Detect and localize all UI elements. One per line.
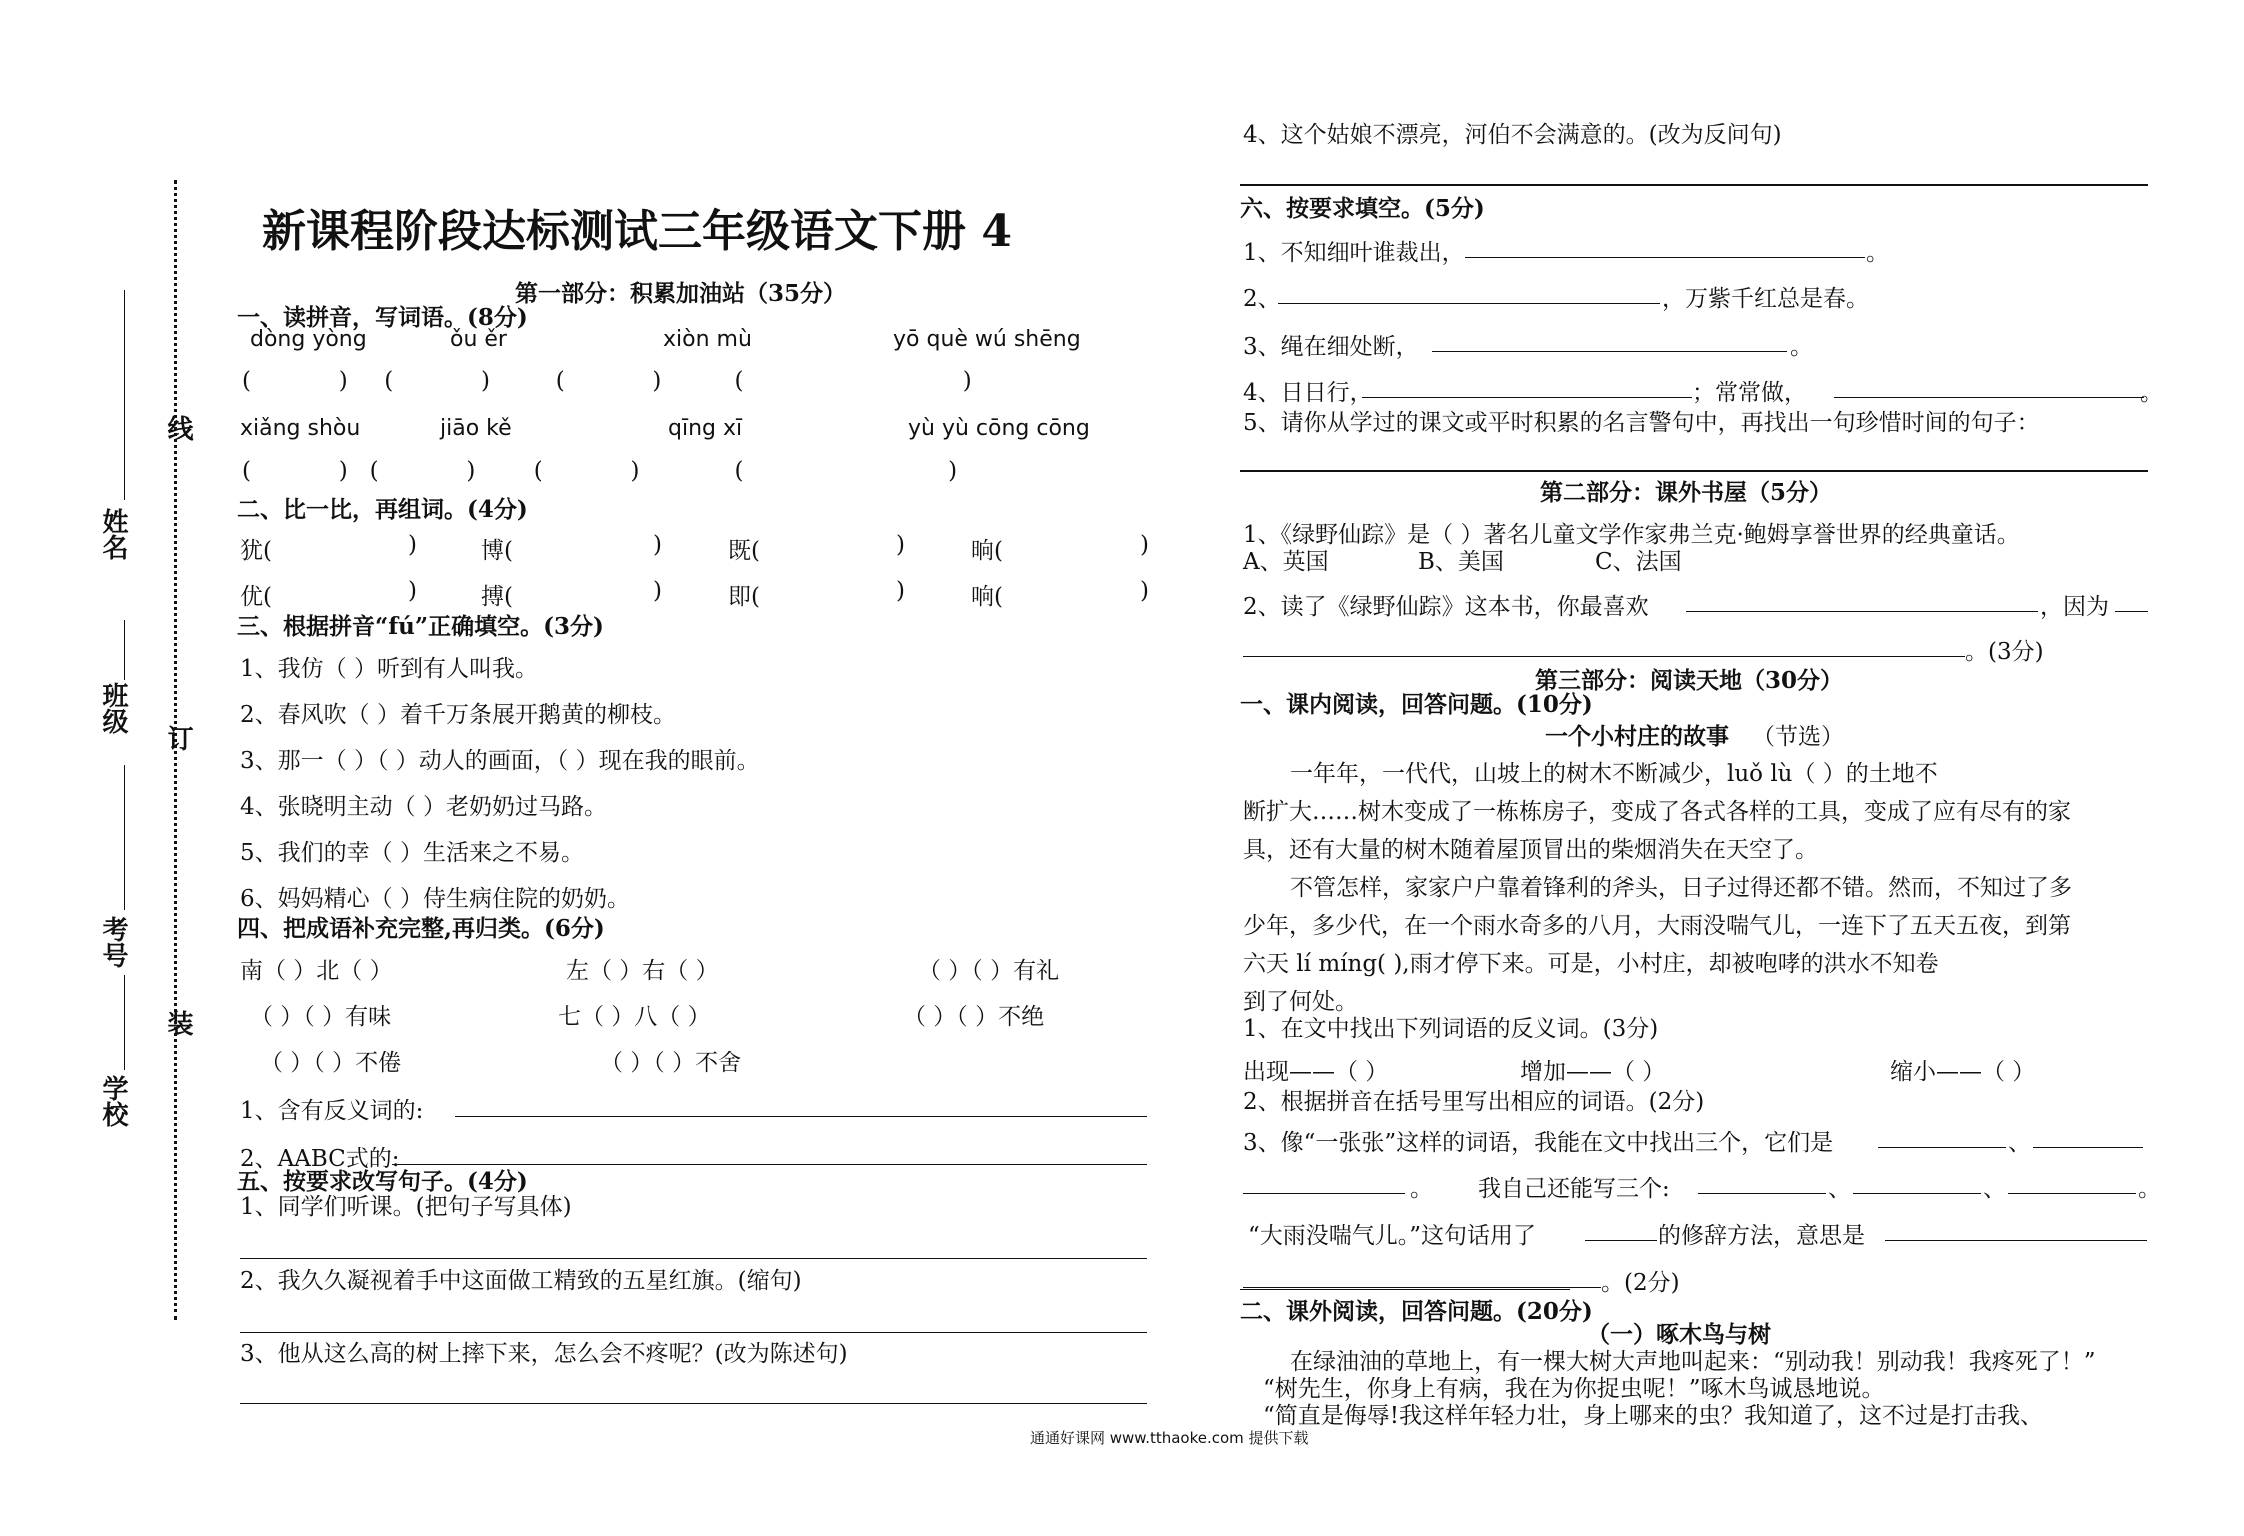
s6-q2b: ，万紫千红总是春。 bbox=[1662, 286, 1869, 312]
r1-q3b: 我自己还能写三个: bbox=[1478, 1176, 1670, 1202]
period: 。 bbox=[2138, 1176, 2161, 1202]
label-name: 姓名 bbox=[98, 508, 128, 560]
close-paren: ) bbox=[896, 578, 905, 604]
s1-heading: 一、读拼音，写词语。(8分) bbox=[237, 304, 528, 331]
s5-item: 2、我久久凝视着手中这面做工精致的五星红旗。(缩句) bbox=[240, 1268, 802, 1294]
idiom: 左（ ）右（ ） bbox=[566, 958, 719, 984]
divider bbox=[1240, 1289, 1570, 1290]
reading2-line: 在绿油油的草地上，有一棵大树大声地叫起来：“别动我！别动我！我疼死了！” bbox=[1290, 1349, 2096, 1375]
part2-q1: 1、《绿野仙踪》是（ ）著名儿童文学作家弗兰克·鲍姆享誉世界的经典童话。 bbox=[1243, 522, 2020, 548]
idiom: （ ）（ ）不倦 bbox=[260, 1050, 402, 1076]
pinyin-3: xiòn mù bbox=[663, 327, 752, 352]
answer-line[interactable] bbox=[1698, 1193, 1826, 1194]
s6-q1: 1、不知细叶谁裁出， bbox=[1243, 240, 1465, 266]
pinyin-5: xiǎng shòu bbox=[240, 416, 361, 441]
answer-line[interactable] bbox=[1585, 1240, 1657, 1241]
answer-line[interactable] bbox=[1878, 1147, 2006, 1148]
part2-heading: 第二部分：课外书屋（5分） bbox=[1540, 479, 1833, 506]
pinyin-6: jiāo kě bbox=[440, 416, 512, 441]
idiom: （ ）（ ）不绝 bbox=[903, 1004, 1045, 1030]
s3-item: 2、春风吹（ ）着千万条展开鹅黄的柳枝。 bbox=[240, 702, 676, 728]
idiom: 南（ ）北（ ） bbox=[240, 958, 393, 984]
answer-line[interactable] bbox=[1243, 656, 1965, 657]
r1-q3a: 3、像“一张张”这样的词语，我能在文中找出三个，它们是 bbox=[1243, 1130, 1834, 1156]
story-title: 一个小村庄的故事 bbox=[1545, 723, 1729, 750]
s6-heading: 六、按要求填空。(5分) bbox=[1240, 195, 1485, 222]
answer-line[interactable] bbox=[1465, 257, 1865, 258]
s3-item: 5、我们的幸（ ）生活来之不易。 bbox=[240, 840, 584, 866]
pinyin-8: yù yù cōng cōng bbox=[908, 416, 1090, 441]
answer-line[interactable] bbox=[240, 1332, 1147, 1333]
para2-line: 六天 lí míng( ),雨才停下来。可是，小村庄，却被咆哮的洪水不知卷 bbox=[1243, 951, 1939, 977]
idiom: （ ）（ ）不舍 bbox=[600, 1050, 742, 1076]
r1-q2: 2、根据拼音在括号里写出相应的词语。(2分) bbox=[1243, 1089, 1705, 1115]
r1-q1: 1、在文中找出下列词语的反义词。(3分) bbox=[1243, 1016, 1659, 1042]
answer-line[interactable] bbox=[1362, 397, 1692, 398]
s4-q1: 1、含有反义词的: bbox=[240, 1098, 424, 1124]
s4-q2: 2、AABC式的: bbox=[240, 1146, 400, 1172]
s5-heading: 五、按要求改写句子。(4分) bbox=[237, 1168, 528, 1195]
answer-line[interactable] bbox=[1243, 1193, 1405, 1194]
answer-line[interactable] bbox=[1432, 351, 1787, 352]
answer-line[interactable] bbox=[1834, 397, 2144, 398]
class-fill-line bbox=[124, 620, 125, 680]
answer-line[interactable] bbox=[240, 1403, 1147, 1404]
s3-item: 6、妈妈精心（ ）侍生病住院的奶奶。 bbox=[240, 886, 630, 912]
option-c: C、法国 bbox=[1595, 549, 1682, 575]
s3-heading: 三、根据拼音“fú”正确填空。(3分) bbox=[237, 613, 604, 640]
s5-item: 4、这个姑娘不漂亮，河伯不会满意的。(改为反问句) bbox=[1243, 122, 1782, 148]
para1-line: 断扩大……树木变成了一栋栋房子，变成了各式各样的工具，变成了应有尽有的家 bbox=[1243, 799, 2071, 825]
answer-line[interactable] bbox=[1240, 184, 2148, 186]
compare-word: 即( bbox=[728, 584, 760, 610]
antonym-item: 增加——（ ） bbox=[1520, 1059, 1666, 1085]
s3-item: 3、那一（ ）（ ）动人的画面，（ ）现在我的眼前。 bbox=[240, 748, 760, 774]
s5-item: 1、同学们听课。(把句子写具体) bbox=[240, 1194, 572, 1220]
answer-line[interactable] bbox=[2115, 611, 2148, 612]
period: 。 bbox=[2140, 380, 2163, 406]
answer-line[interactable] bbox=[1243, 1287, 1601, 1288]
para2-line: 到了何处。 bbox=[1243, 989, 1358, 1015]
part2-q2a: 2、读了《绿野仙踪》这本书，你最喜欢 bbox=[1243, 594, 1649, 620]
s6-q3: 3、绳在细处断， bbox=[1243, 334, 1419, 360]
part3-heading: 第三部分：阅读天地（30分） bbox=[1535, 667, 1844, 694]
binding-ding: 订 bbox=[163, 725, 193, 751]
answer-brackets: ( ) ( ) ( ) ( ) bbox=[242, 368, 972, 394]
close-paren: ) bbox=[896, 532, 905, 558]
pinyin-7: qīng xī bbox=[668, 416, 743, 441]
answer-line[interactable] bbox=[2033, 1147, 2143, 1148]
reading2-line: “树先生，你身上有病，我在为你捉虫呢！”啄木鸟诚恳地说。 bbox=[1263, 1376, 1885, 1402]
part2-q2c: 。(3分) bbox=[1965, 639, 2044, 665]
answer-brackets: ( ) ( ) ( ) ( ) bbox=[242, 458, 958, 484]
compare-word: 犹( bbox=[240, 538, 272, 564]
para1-line: 一年年，一代代，山坡上的树木不断减少，luǒ lù（ ）的土地不 bbox=[1290, 761, 1938, 787]
answer-line[interactable] bbox=[240, 1258, 1147, 1259]
option-b: B、美国 bbox=[1418, 549, 1504, 575]
footer-text: 通通好课网 www.tthaoke.com 提供下载 bbox=[1030, 1429, 1309, 1447]
close-paren: ) bbox=[1140, 532, 1149, 558]
antonym-item: 缩小——（ ） bbox=[1890, 1059, 2036, 1085]
s2-heading: 二、比一比，再组词。(4分) bbox=[237, 496, 528, 523]
compare-word: 晌( bbox=[971, 538, 1003, 564]
school-fill-line bbox=[124, 975, 125, 1070]
close-paren: ) bbox=[653, 532, 662, 558]
reading1-heading: 一、课内阅读，回答问题。(10分) bbox=[1240, 691, 1593, 718]
idiom: （ ）（ ）有礼 bbox=[918, 958, 1060, 984]
s6-q2a: 2、 bbox=[1243, 286, 1281, 312]
s3-item: 4、张晓明主动（ ）老奶奶过马路。 bbox=[240, 794, 607, 820]
comma: 、 bbox=[1983, 1176, 2006, 1202]
idiom: 七（ ）八（ ） bbox=[558, 1004, 711, 1030]
idiom: （ ）（ ）有味 bbox=[250, 1004, 392, 1030]
reading2-heading: 二、课外阅读，回答问题。(20分) bbox=[1240, 1298, 1593, 1325]
s6-q5: 5、请你从学过的课文或平时积累的名言警句中，再找出一句珍惜时间的句子： bbox=[1243, 410, 2040, 436]
period: 。 bbox=[1790, 334, 1813, 360]
period: 。 bbox=[1410, 1176, 1433, 1202]
comma: 、 bbox=[1828, 1176, 1851, 1202]
compare-word: 响( bbox=[971, 584, 1003, 610]
antonym-item: 出现——（ ） bbox=[1243, 1059, 1389, 1085]
reading2-title: （一）啄木鸟与树 bbox=[1587, 1321, 1771, 1348]
close-paren: ) bbox=[1140, 578, 1149, 604]
pinyin-2: ǒu ěr bbox=[450, 327, 507, 352]
reading2-line: “简直是侮辱!我这样年轻力壮，身上哪来的虫？我知道了，这不过是打击我、 bbox=[1263, 1403, 2044, 1429]
answer-line[interactable] bbox=[1853, 1193, 1981, 1194]
part2-q2b: ，因为 bbox=[2040, 594, 2109, 620]
option-a: A、英国 bbox=[1243, 549, 1329, 575]
answer-line[interactable] bbox=[455, 1116, 1147, 1117]
r1-q3e: 。(2分) bbox=[1601, 1270, 1680, 1296]
close-paren: ) bbox=[408, 578, 417, 604]
name-fill-line bbox=[124, 290, 125, 500]
close-paren: ) bbox=[408, 532, 417, 558]
label-class: 班级 bbox=[98, 682, 128, 734]
compare-word: 既( bbox=[728, 538, 760, 564]
label-exam-number: 考号 bbox=[98, 916, 128, 968]
answer-line[interactable] bbox=[2008, 1193, 2136, 1194]
comma: 、 bbox=[2008, 1130, 2031, 1156]
s5-item: 3、他从这么高的树上摔下来，怎么会不疼呢？(改为陈述句) bbox=[240, 1341, 848, 1367]
binding-xian: 线 bbox=[163, 415, 193, 441]
pinyin-1: dòng yòng bbox=[250, 327, 367, 352]
page-title: 新课程阶段达标测试三年级语文下册 4 bbox=[262, 206, 1012, 257]
s3-item: 1、我仿（ ）听到有人叫我。 bbox=[240, 656, 538, 682]
para1-line: 具，还有大量的树木随着屋顶冒出的柴烟消失在天空了。 bbox=[1243, 837, 1818, 863]
answer-line[interactable] bbox=[1240, 470, 2148, 472]
s4-heading: 四、把成语补充完整,再归类。(6分) bbox=[237, 915, 605, 942]
compare-word: 博( bbox=[481, 538, 513, 564]
pinyin-4: yō què wú shēng bbox=[893, 327, 1081, 352]
answer-line[interactable] bbox=[1278, 303, 1660, 304]
s6-q4a: 4、日日行， bbox=[1243, 380, 1373, 406]
story-note: （节选） bbox=[1752, 724, 1844, 750]
compare-word: 搏( bbox=[481, 584, 513, 610]
para2-line: 不管怎样，家家户户靠着锋利的斧头，日子过得还都不错。然而，不知过了多 bbox=[1290, 875, 2072, 901]
r1-q3d: 的修辞方法，意思是 bbox=[1658, 1223, 1865, 1249]
r1-q3c: “大雨没喘气儿。”这句话用了 bbox=[1248, 1223, 1537, 1249]
label-school: 学校 bbox=[98, 1075, 128, 1127]
binding-zhuang: 装 bbox=[163, 1010, 193, 1036]
close-paren: ) bbox=[653, 578, 662, 604]
answer-line[interactable] bbox=[1686, 611, 2038, 612]
compare-word: 优( bbox=[240, 584, 272, 610]
exam-number-fill-line bbox=[124, 765, 125, 910]
para2-line: 少年，多少代，在一个雨水奇多的八月，大雨没喘气儿，一连下了五天五夜，到第 bbox=[1243, 913, 2071, 939]
s6-q4b: ；常常做， bbox=[1692, 380, 1807, 406]
part1-heading: 第一部分：积累加油站（35分） bbox=[515, 280, 847, 307]
period: 。 bbox=[1866, 240, 1889, 266]
answer-line[interactable] bbox=[1885, 1240, 2147, 1241]
